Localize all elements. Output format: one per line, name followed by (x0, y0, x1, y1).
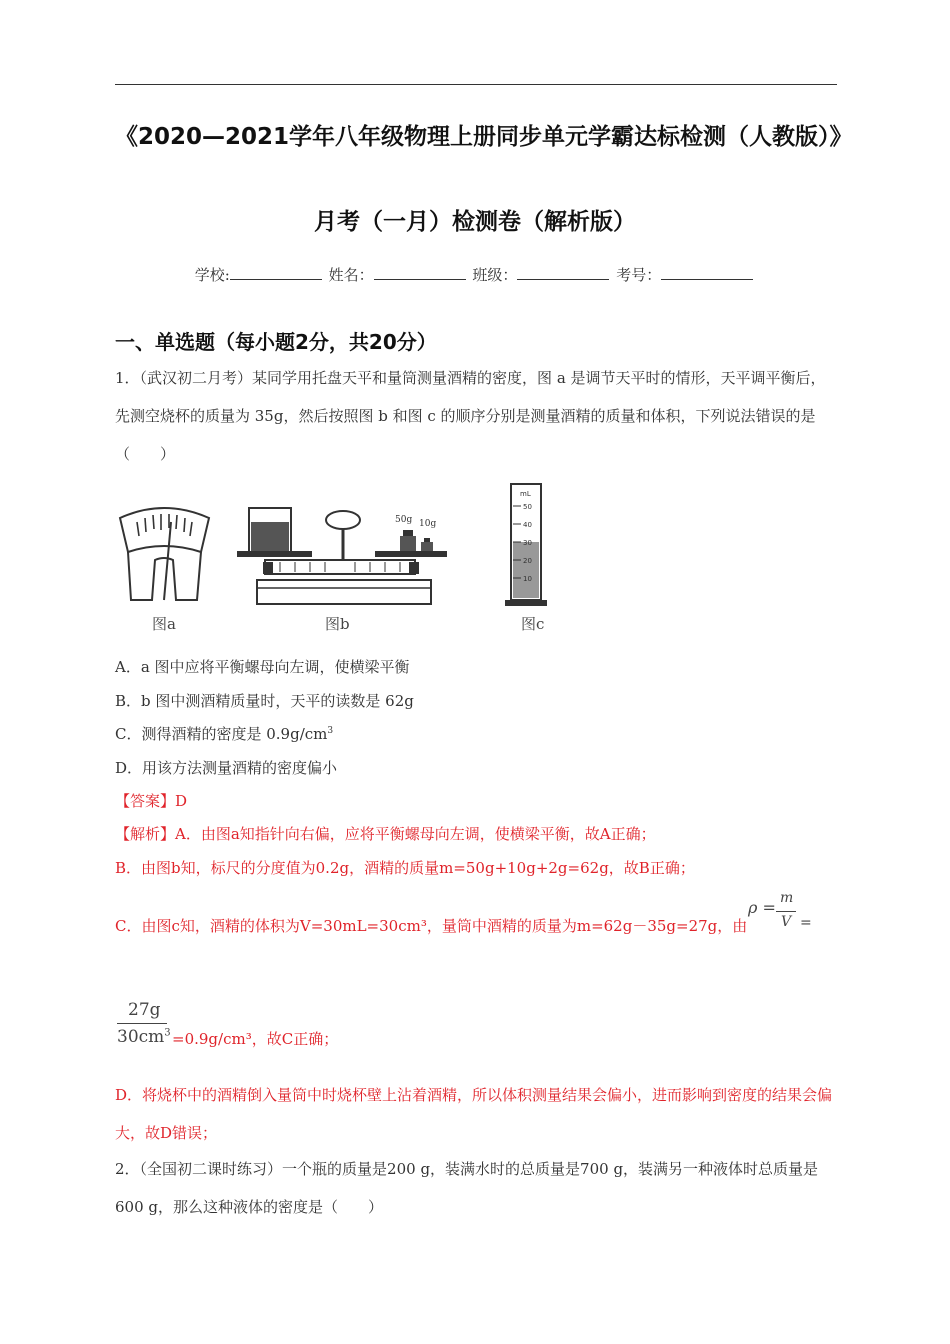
student-info-fields (0, 264, 950, 285)
doc-title: 《2020—2021学年八年级物理上册同步单元学霸达标检测（人教版）》 (115, 124, 853, 150)
option-b[interactable]: B．b 图中测酒精质量时，天平的读数是 62g (115, 692, 414, 710)
figure-b-balance (235, 500, 450, 610)
cylinder-unit: mL (520, 490, 531, 498)
figure-c-label: 图c (521, 615, 545, 633)
weight-50g-label: 50g (395, 515, 413, 525)
header-rule (115, 84, 837, 85)
figure-a-dial (117, 500, 212, 610)
analysis-d: D．将烧杯中的酒精倒入量筒中时烧杯壁上沾着酒精，所以体积测量结果会偏小，进而影响到密度的结果会偏大，故D错误； (115, 1086, 833, 1142)
field-exam-no-label: 考号： (616, 266, 662, 284)
figure-c-cylinder (503, 480, 553, 608)
cylinder-tick-40: 40 (523, 521, 532, 529)
field-name-label: 姓名： (328, 266, 374, 284)
frac-denominator: $30cm^3$ (117, 1027, 171, 1047)
q1-stem: 1．（武汉初二月考）某同学用托盘天平和量筒测量酒精的密度，图 a 是调节天平时的情形，天平调平衡后， 先测空烧杯的质量为 35g，然后按照图 b 和图 c 的顺序分别是测量酒精的质量和体积，下列说法错误的是（ ） (115, 369, 826, 463)
analysis-b: B．由图b知，标尺的分度值为0.2g，酒精的质量m=50g+10g+2g=62g，故B正确； (115, 859, 695, 877)
option-c-text: C．测得酒精的密度是 0.9g/cm (115, 725, 328, 743)
formula-eq: = (800, 915, 812, 931)
answer-line: 【答案】D (115, 792, 188, 810)
field-class-blank[interactable] (517, 265, 609, 280)
formula-v: V (781, 914, 792, 930)
doc-subtitle: 月考（一月）检测卷（解析版） (314, 209, 636, 235)
field-school-label: 学校: (194, 266, 230, 284)
q2-stem: 2．（全国初二课时练习）一个瓶的质量是200 g，装满水时的总质量是700 g，装满另一种液体时总质量是600 g，那么这种液体的密度是（ ） (115, 1160, 819, 1216)
weight-10g-label: 10g (419, 519, 437, 529)
figure-b-label: 图b (325, 615, 350, 633)
field-school-blank[interactable] (230, 265, 322, 280)
frac-bar (117, 1023, 167, 1024)
analysis-c: C．由图c知，酒精的体积为V=30mL=30cm³，量筒中酒精的质量为m=62g－35g=27g，由 (115, 917, 748, 935)
figure-a-label: 图a (152, 615, 176, 633)
field-exam-no-blank[interactable] (661, 265, 753, 280)
analysis-a: 【解析】A．由图a知指针向右偏，应将平衡螺母向左调，使横梁平衡，故A正确； (115, 825, 656, 843)
field-class-label: 班级： (472, 266, 518, 284)
section-heading: 一、单选题（每小题2分，共20分） (115, 330, 437, 354)
formula-m: m (780, 890, 794, 906)
option-d[interactable]: D．用该方法测量酒精的密度偏小 (115, 759, 338, 777)
frac-numerator: 27g (128, 1000, 161, 1020)
option-c[interactable]: C．测得酒精的密度是 $0.9g/cm^3$ (115, 725, 334, 743)
formula-bar (776, 911, 796, 912)
cylinder-tick-20: 20 (523, 557, 532, 565)
analysis-c-tail: =0.9g/cm³，故C正确； (172, 1030, 339, 1048)
cylinder-tick-50: 50 (523, 503, 532, 511)
cylinder-tick-10: 10 (523, 575, 532, 583)
field-name-blank[interactable] (374, 265, 466, 280)
cylinder-tick-30: 30 (523, 539, 532, 547)
option-a[interactable]: A．a 图中应将平衡螺母向左调，使横梁平衡 (115, 658, 410, 676)
formula-rho: ρ = (748, 898, 776, 917)
